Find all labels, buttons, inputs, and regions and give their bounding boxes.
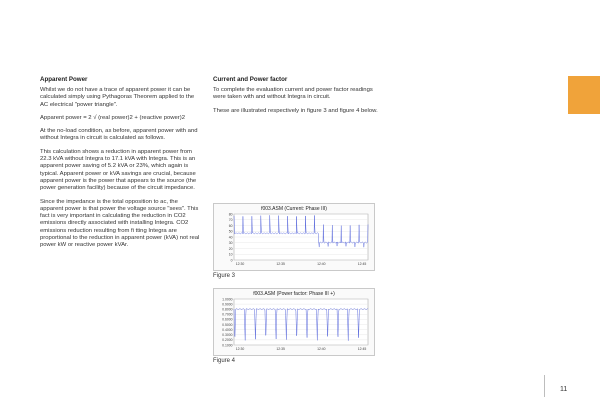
y-tick-label: 0.3000 — [222, 333, 233, 338]
x-tick-label: 12:40 — [317, 262, 326, 266]
footer-divider — [544, 375, 545, 397]
y-tick-label: 0.5000 — [222, 322, 233, 327]
y-tick-label: 60 — [228, 223, 233, 228]
current-power-factor-heading: Current and Power factor — [213, 76, 288, 83]
y-tick-label: 80 — [228, 212, 233, 217]
figure-3-title: f003.ASM (Current: Phase III) — [261, 206, 327, 212]
page-number: 11 — [560, 386, 568, 393]
paragraph-intro: Whilst we do not have a trace of apparent power it can be calculated simply using Pythagoras Theorem applied to the AC electrical "power triangle". — [40, 87, 195, 108]
y-tick-label: 70 — [228, 218, 233, 223]
y-tick-label: 0.4000 — [222, 327, 233, 332]
x-tick-label: 12:45 — [357, 347, 367, 351]
y-tick-label: 0.7000 — [222, 312, 233, 317]
right-column — [213, 76, 383, 121]
y-tick-label: 0.9000 — [222, 302, 233, 307]
x-tick-label: 12:45 — [357, 262, 367, 266]
paragraph-impedance: Since the impedance is the total opposition to ac, the apparent power is that power the voltage source "sees". This fact is very important in calculating the reduction in CO2 emissions directly associated with installing Integra. CO2 emissions reduction resulting from fi tting Integra are proportional to the reduction in apparent power (kVA) not real power kW or reactive power kVAr. — [40, 198, 200, 249]
paragraph-figures-ref: These are illustrated respectively in figure 3 and figure 4 below. — [213, 107, 378, 114]
paragraph-reduction: This calculation shows a reduction in apparent power from 22.3 kVA without Integra to 17.1 kVA with Integra. This is an apparent power saving of 5.2 kVA or 23%, which again is typical. Apparent power or kVA savings are crucial, because apparent power is the power that appears to the source (the power generation facility) because of the circuit impedance. — [40, 148, 197, 192]
figure-4-plot — [214, 289, 374, 355]
x-tick-label: 12:40 — [317, 347, 326, 351]
apparent-power-heading: Apparent Power — [40, 76, 88, 83]
y-tick-label: 0.2000 — [222, 338, 233, 343]
x-tick-label: 12:35 — [276, 347, 285, 351]
paragraph-evaluation: To complete the evaluation current and power factor readings were taken with and without Integra in circuit. — [213, 87, 373, 101]
x-tick-label: 12:35 — [276, 262, 285, 266]
x-tick-label: 12:30 — [235, 262, 245, 266]
y-tick-label: 10 — [228, 252, 233, 257]
y-tick-label: 0 — [230, 258, 233, 263]
y-tick-label: 20 — [228, 246, 233, 251]
figure-3-caption: Figure 3 — [213, 273, 236, 279]
figure-4-chart — [213, 288, 375, 356]
y-tick-label: 0.1000 — [222, 343, 233, 348]
y-tick-label: 40 — [228, 235, 233, 240]
x-tick-label: 12:30 — [235, 347, 245, 351]
paragraph-no-load: At the no-load condition, as before, apparent power with and without Integra in circuit is calculated as follows. — [40, 128, 198, 142]
figure-3-chart — [213, 203, 375, 271]
figure-3-plot — [214, 204, 374, 270]
y-tick-label: 30 — [228, 241, 233, 246]
section-tab — [568, 76, 600, 114]
y-tick-label: 50 — [228, 229, 233, 234]
figure-4-caption: Figure 4 — [213, 358, 236, 364]
y-tick-label: 1.0000 — [222, 297, 233, 302]
y-tick-label: 0.8000 — [222, 307, 233, 312]
y-tick-label: 0.6000 — [222, 317, 233, 322]
paragraph-formula: Apparent power = 2 √ (real power)2 + (reactive power)2 — [40, 114, 186, 121]
figure-4-title: f003.ASM (Power factor: Phase III +) — [253, 291, 335, 297]
left-column — [40, 76, 202, 256]
